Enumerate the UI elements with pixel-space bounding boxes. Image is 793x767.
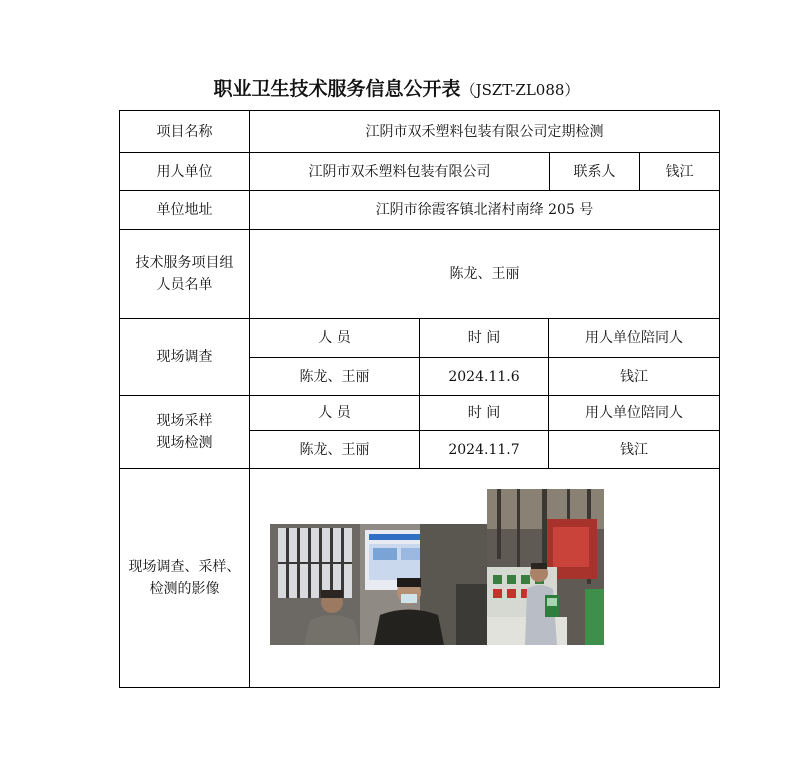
survey-escort: 钱江 (620, 368, 648, 385)
table-border-right (719, 110, 720, 688)
team-value: 陈龙、王丽 (449, 266, 520, 282)
form-code: （JSZT-ZL088） (460, 81, 580, 99)
site-photo-team (270, 524, 487, 645)
page-title (0, 76, 793, 103)
survey-col-time: 时 间 (467, 330, 501, 346)
sampling-people: 陈龙、王丽 (299, 441, 370, 458)
sampling-escort: 钱江 (620, 441, 648, 458)
address-label: 单位地址 (156, 202, 213, 218)
form-title: 职业卫生技术服务信息公开表 (213, 78, 461, 100)
address-value: 江阴市徐霞客镇北渚村南绛 205 号 (375, 202, 594, 218)
survey-label: 现场调查 (156, 349, 213, 365)
employer-label: 用人单位 (156, 163, 213, 180)
team-label-line2: 人员名单 (156, 277, 213, 293)
site-photo-equipment-image (487, 489, 604, 645)
team-label-line1: 技术服务项目组 (135, 255, 234, 271)
images-label-line1: 现场调查、采样、 (128, 559, 241, 575)
images-label (120, 469, 249, 687)
sampling-label (120, 396, 249, 468)
sampling-col-escort: 用人单位陪同人 (585, 405, 683, 421)
project-name-label: 项目名称 (156, 123, 213, 140)
survey-col-escort: 用人单位陪同人 (585, 330, 683, 346)
project-name-value: 江阴市双禾塑料包装有限公司定期检测 (365, 123, 604, 140)
sampling-time: 2024.11.7 (448, 441, 520, 458)
sampling-label-line1: 现场采样 (156, 413, 213, 429)
sampling-label-line2: 现场检测 (156, 435, 213, 451)
info-table (119, 110, 720, 688)
survey-time: 2024.11.6 (448, 368, 520, 385)
site-photo-team-image (270, 524, 487, 645)
images-label-line2: 检测的影像 (149, 581, 220, 597)
employer-value: 江阴市双禾塑料包装有限公司 (308, 163, 491, 180)
survey-col-people: 人 员 (318, 330, 351, 346)
survey-people: 陈龙、王丽 (299, 368, 370, 385)
sampling-col-time: 时 间 (467, 405, 501, 421)
site-photo-equipment (487, 489, 604, 645)
sampling-col-people: 人 员 (318, 405, 351, 421)
contact-value: 钱江 (665, 163, 694, 180)
contact-label: 联系人 (573, 163, 616, 180)
team-label (120, 230, 249, 318)
table-border-bottom (119, 687, 720, 688)
